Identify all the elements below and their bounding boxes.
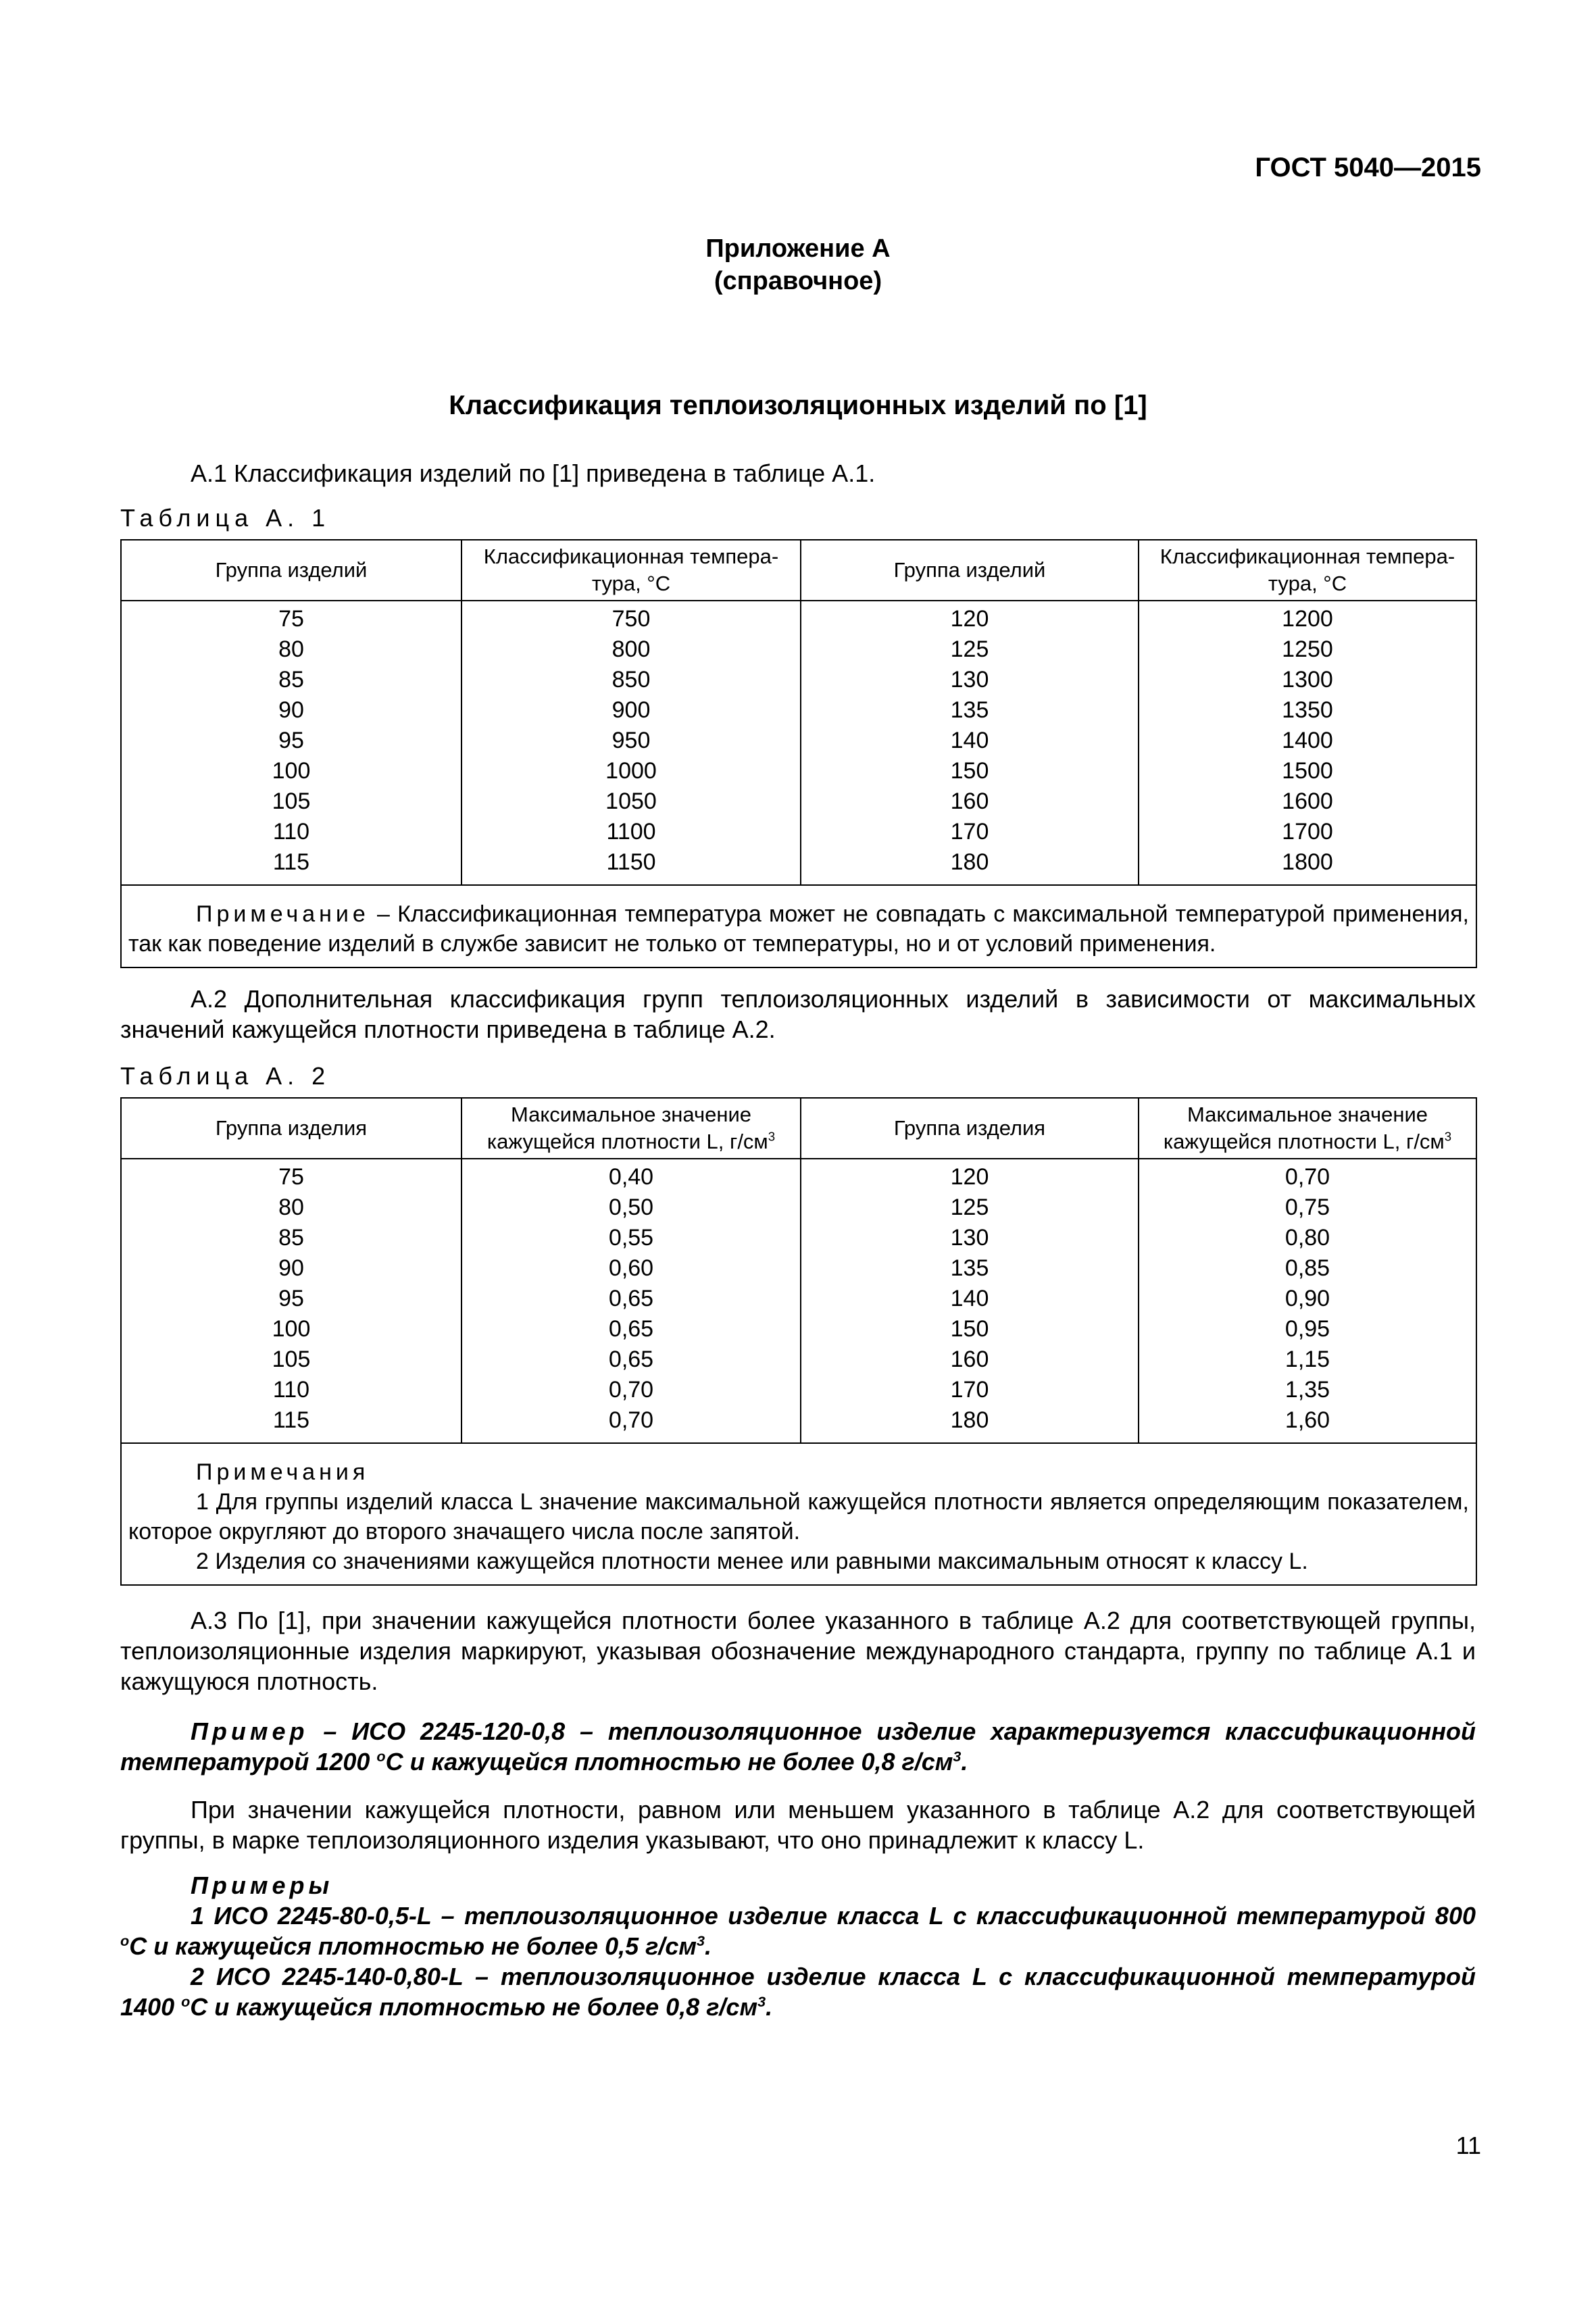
example-end: . — [961, 1748, 968, 1776]
table-row — [121, 786, 1476, 817]
table-cell: 1050 — [462, 786, 801, 817]
table-cell: 100 — [121, 1314, 462, 1344]
table-cell: 0,80 — [1139, 1223, 1476, 1253]
table-row — [121, 1159, 1476, 1192]
example-2-text-2: С и кажущейся плотностью не более 0,8 г/см — [190, 1993, 758, 2021]
table-cell: 1100 — [462, 817, 801, 847]
standard-designation: ГОСТ 5040—2015 — [1255, 153, 1481, 182]
table-cell: 75 — [121, 601, 462, 634]
table-cell: 0,75 — [1139, 1192, 1476, 1223]
table-cell: 95 — [121, 1284, 462, 1314]
table-cell: 135 — [801, 1253, 1139, 1284]
table-cell: 85 — [121, 1223, 462, 1253]
table-cell: 0,95 — [1139, 1314, 1476, 1344]
table-cell: 130 — [801, 665, 1139, 695]
paragraph-a2: А.2 Дополнительная классификация групп теплоизоляционных изделий в зависимости от максимальных значений кажущейся плотности приведена в таблице А.2. — [120, 985, 1476, 1043]
table-cell: 140 — [801, 726, 1139, 756]
table-row — [121, 817, 1476, 847]
example-2-end: . — [766, 1993, 773, 2021]
table-cell: 140 — [801, 1284, 1139, 1314]
table-cell: 0,70 — [1139, 1159, 1476, 1192]
table-cell: 0,90 — [1139, 1284, 1476, 1314]
example-text-2: С и кажущейся плотностью не более 0,8 г/см — [385, 1748, 953, 1776]
table-cell: 1350 — [1139, 695, 1476, 726]
examples-label — [120, 1870, 1476, 1901]
examples-block — [120, 1870, 1476, 2022]
table-cell: 800 — [462, 634, 801, 665]
table-header-cell — [462, 1098, 801, 1159]
degree-mark: о — [376, 1748, 386, 1765]
table-cell: 180 — [801, 1405, 1139, 1443]
header-text: Максимальное значение кажущейся плотности L, г/см — [1163, 1103, 1445, 1153]
table-cell: 0,70 — [462, 1405, 801, 1443]
table-cell: 0,70 — [462, 1375, 801, 1405]
example-1-end: . — [705, 1932, 712, 1960]
table-row — [121, 1344, 1476, 1375]
table-cell: 0,40 — [462, 1159, 801, 1192]
table-cell: 850 — [462, 665, 801, 695]
table-cell: 170 — [801, 817, 1139, 847]
table-row — [121, 1405, 1476, 1443]
table-header-row — [121, 540, 1476, 601]
table-cell: 1800 — [1139, 847, 1476, 885]
table-row — [121, 847, 1476, 885]
table-cell: 950 — [462, 726, 801, 756]
table-cell: 120 — [801, 601, 1139, 634]
table-header-cell — [121, 1098, 462, 1159]
note-2: 2 Изделия со значениями кажущейся плотности менее или равными максимальным относят к классу L. — [196, 1549, 1308, 1574]
note-label: Примечание — [196, 901, 370, 927]
table-cell: 105 — [121, 786, 462, 817]
unit-exponent: 3 — [696, 1932, 705, 1949]
table-row — [121, 1192, 1476, 1223]
table-note — [121, 885, 1476, 967]
header-text: Группа изделия — [893, 1116, 1046, 1140]
table-row — [121, 1253, 1476, 1284]
table-cell: 80 — [121, 1192, 462, 1223]
table-cell: 0,55 — [462, 1223, 801, 1253]
table-notes — [121, 1443, 1476, 1585]
table-cell: 1700 — [1139, 817, 1476, 847]
table-header-cell: Группа изделий — [801, 540, 1139, 601]
table-cell: 115 — [121, 847, 462, 885]
table-cell: 95 — [121, 726, 462, 756]
table-row — [121, 756, 1476, 786]
table-note-row — [121, 885, 1476, 967]
table-cell: 110 — [121, 1375, 462, 1405]
table-cell: 1400 — [1139, 726, 1476, 756]
table-header-cell: Классификационная темпера-тура, °С — [1139, 540, 1476, 601]
table-row — [121, 1375, 1476, 1405]
table-cell: 125 — [801, 634, 1139, 665]
table-notes-row — [121, 1443, 1476, 1585]
table-cell: 80 — [121, 634, 462, 665]
table-row — [121, 634, 1476, 665]
header-text: Максимальное значение кажущейся плотности L, г/см — [487, 1103, 768, 1153]
table-header-cell: Классификационная темпера-тура, °С — [462, 540, 801, 601]
table-row — [121, 695, 1476, 726]
table-row — [121, 1223, 1476, 1253]
examples-label-text: Примеры — [191, 1871, 334, 1899]
unit-exponent: 3 — [1444, 1129, 1452, 1144]
table-cell: 115 — [121, 1405, 462, 1443]
example-2 — [120, 1961, 1476, 2022]
example-text: – ИСО 2245-120-0,8 – теплоизоляционное изделие характеризуется классификационной температурой 1200 — [120, 1717, 1476, 1776]
table-cell: 1250 — [1139, 634, 1476, 665]
example-block — [120, 1716, 1476, 1777]
table-a2 — [120, 1097, 1477, 1586]
header-text: Группа изделия — [215, 1116, 368, 1140]
degree-mark: о — [181, 1993, 191, 2010]
table-row — [121, 1284, 1476, 1314]
table-a1 — [120, 539, 1477, 968]
note-1: 1 Для группы изделий класса L значение максимальной кажущейся плотности является определяющим показателем, которое округляют до второго значащего числа после запятой. — [128, 1489, 1469, 1544]
table-cell: 1150 — [462, 847, 801, 885]
unit-exponent: 3 — [768, 1129, 776, 1144]
example-paragraph — [120, 1716, 1476, 1777]
table-cell: 1,35 — [1139, 1375, 1476, 1405]
table-cell: 0,85 — [1139, 1253, 1476, 1284]
table-cell: 0,65 — [462, 1314, 801, 1344]
table-header-cell — [801, 1098, 1139, 1159]
example-2-text: 2 ИСО 2245-140-0,80-L – теплоизоляционное изделие класса L с классификационной температурой 1400 — [120, 1963, 1476, 2021]
paragraph-class-l: При значении кажущейся плотности, равном или меньшем указанного в таблице А.2 для соответствующей группы, в марке теплоизоляционного изделия указывают, что оно принадлежит к классу L. — [120, 1796, 1476, 1854]
table-cell: 1200 — [1139, 601, 1476, 634]
table-cell: 150 — [801, 756, 1139, 786]
table-cell: 1600 — [1139, 786, 1476, 817]
table-cell: 120 — [801, 1159, 1139, 1192]
annex-heading — [0, 232, 1596, 297]
table-cell: 90 — [121, 695, 462, 726]
table-cell: 750 — [462, 601, 801, 634]
table-header-cell: Группа изделий — [121, 540, 462, 601]
example-1-text-2: С и кажущейся плотностью не более 0,5 г/см — [129, 1932, 697, 1960]
table-cell: 150 — [801, 1314, 1139, 1344]
table-cell: 135 — [801, 695, 1139, 726]
table-header-row — [121, 1098, 1476, 1159]
table-cell: 1000 — [462, 756, 801, 786]
notes-label-text: Примечания — [196, 1459, 370, 1485]
unit-exponent: 3 — [953, 1748, 962, 1765]
table-cell: 900 — [462, 695, 801, 726]
table-cell: 1,15 — [1139, 1344, 1476, 1375]
paragraph-a3: А.3 По [1], при значении кажущейся плотности более указанного в таблице А.2 для соответствующей группы, теплоизоляционные изделия маркируют, указывая обозначение международного стандарта, группу по таблице А.1 и кажущуюся плотность. — [120, 1607, 1476, 1695]
table-cell: 90 — [121, 1253, 462, 1284]
table-cell: 170 — [801, 1375, 1139, 1405]
table-cell: 180 — [801, 847, 1139, 885]
table-row — [121, 601, 1476, 634]
example-1 — [120, 1901, 1476, 1961]
table-cell: 1300 — [1139, 665, 1476, 695]
table-cell: 0,60 — [462, 1253, 801, 1284]
table-cell: 100 — [121, 756, 462, 786]
unit-exponent: 3 — [757, 1993, 766, 2010]
note-text: – Классификационная температура может не совпадать с максимальной температурой применения, так как поведение изделий в службе зависит не только от температуры, но и от условий применения. — [128, 901, 1469, 957]
annex-type: (справочное) — [714, 267, 882, 295]
table-cell: 160 — [801, 1344, 1139, 1375]
table-cell: 130 — [801, 1223, 1139, 1253]
table-cell: 0,50 — [462, 1192, 801, 1223]
page-number: 11 — [1455, 2132, 1481, 2159]
annex-title: Приложение А — [705, 234, 891, 263]
example-1-text: 1 ИСО 2245-80-0,5-L – теплоизоляционное изделие класса L с классификационной температурой 800 — [191, 1902, 1476, 1930]
table-header-cell — [1139, 1098, 1476, 1159]
table-cell: 125 — [801, 1192, 1139, 1223]
table-cell: 0,65 — [462, 1284, 801, 1314]
paragraph-a1: А.1 Классификация изделий по [1] приведена в таблице А.1. — [191, 459, 876, 487]
table-cell: 1500 — [1139, 756, 1476, 786]
table-cell: 105 — [121, 1344, 462, 1375]
section-title: Классификация теплоизоляционных изделий по [1] — [449, 391, 1147, 420]
notes-label — [128, 1457, 1469, 1487]
table1-label: Таблица А. 1 — [120, 504, 331, 532]
degree-mark: о — [120, 1932, 130, 1949]
table-cell: 0,65 — [462, 1344, 801, 1375]
table-row — [121, 665, 1476, 695]
table-row — [121, 1314, 1476, 1344]
example-label: Пример — [191, 1717, 309, 1745]
table-cell: 75 — [121, 1159, 462, 1192]
table-cell: 1,60 — [1139, 1405, 1476, 1443]
table-row — [121, 726, 1476, 756]
table-cell: 85 — [121, 665, 462, 695]
table-cell: 110 — [121, 817, 462, 847]
table-cell: 160 — [801, 786, 1139, 817]
table2-label: Таблица А. 2 — [120, 1062, 331, 1090]
